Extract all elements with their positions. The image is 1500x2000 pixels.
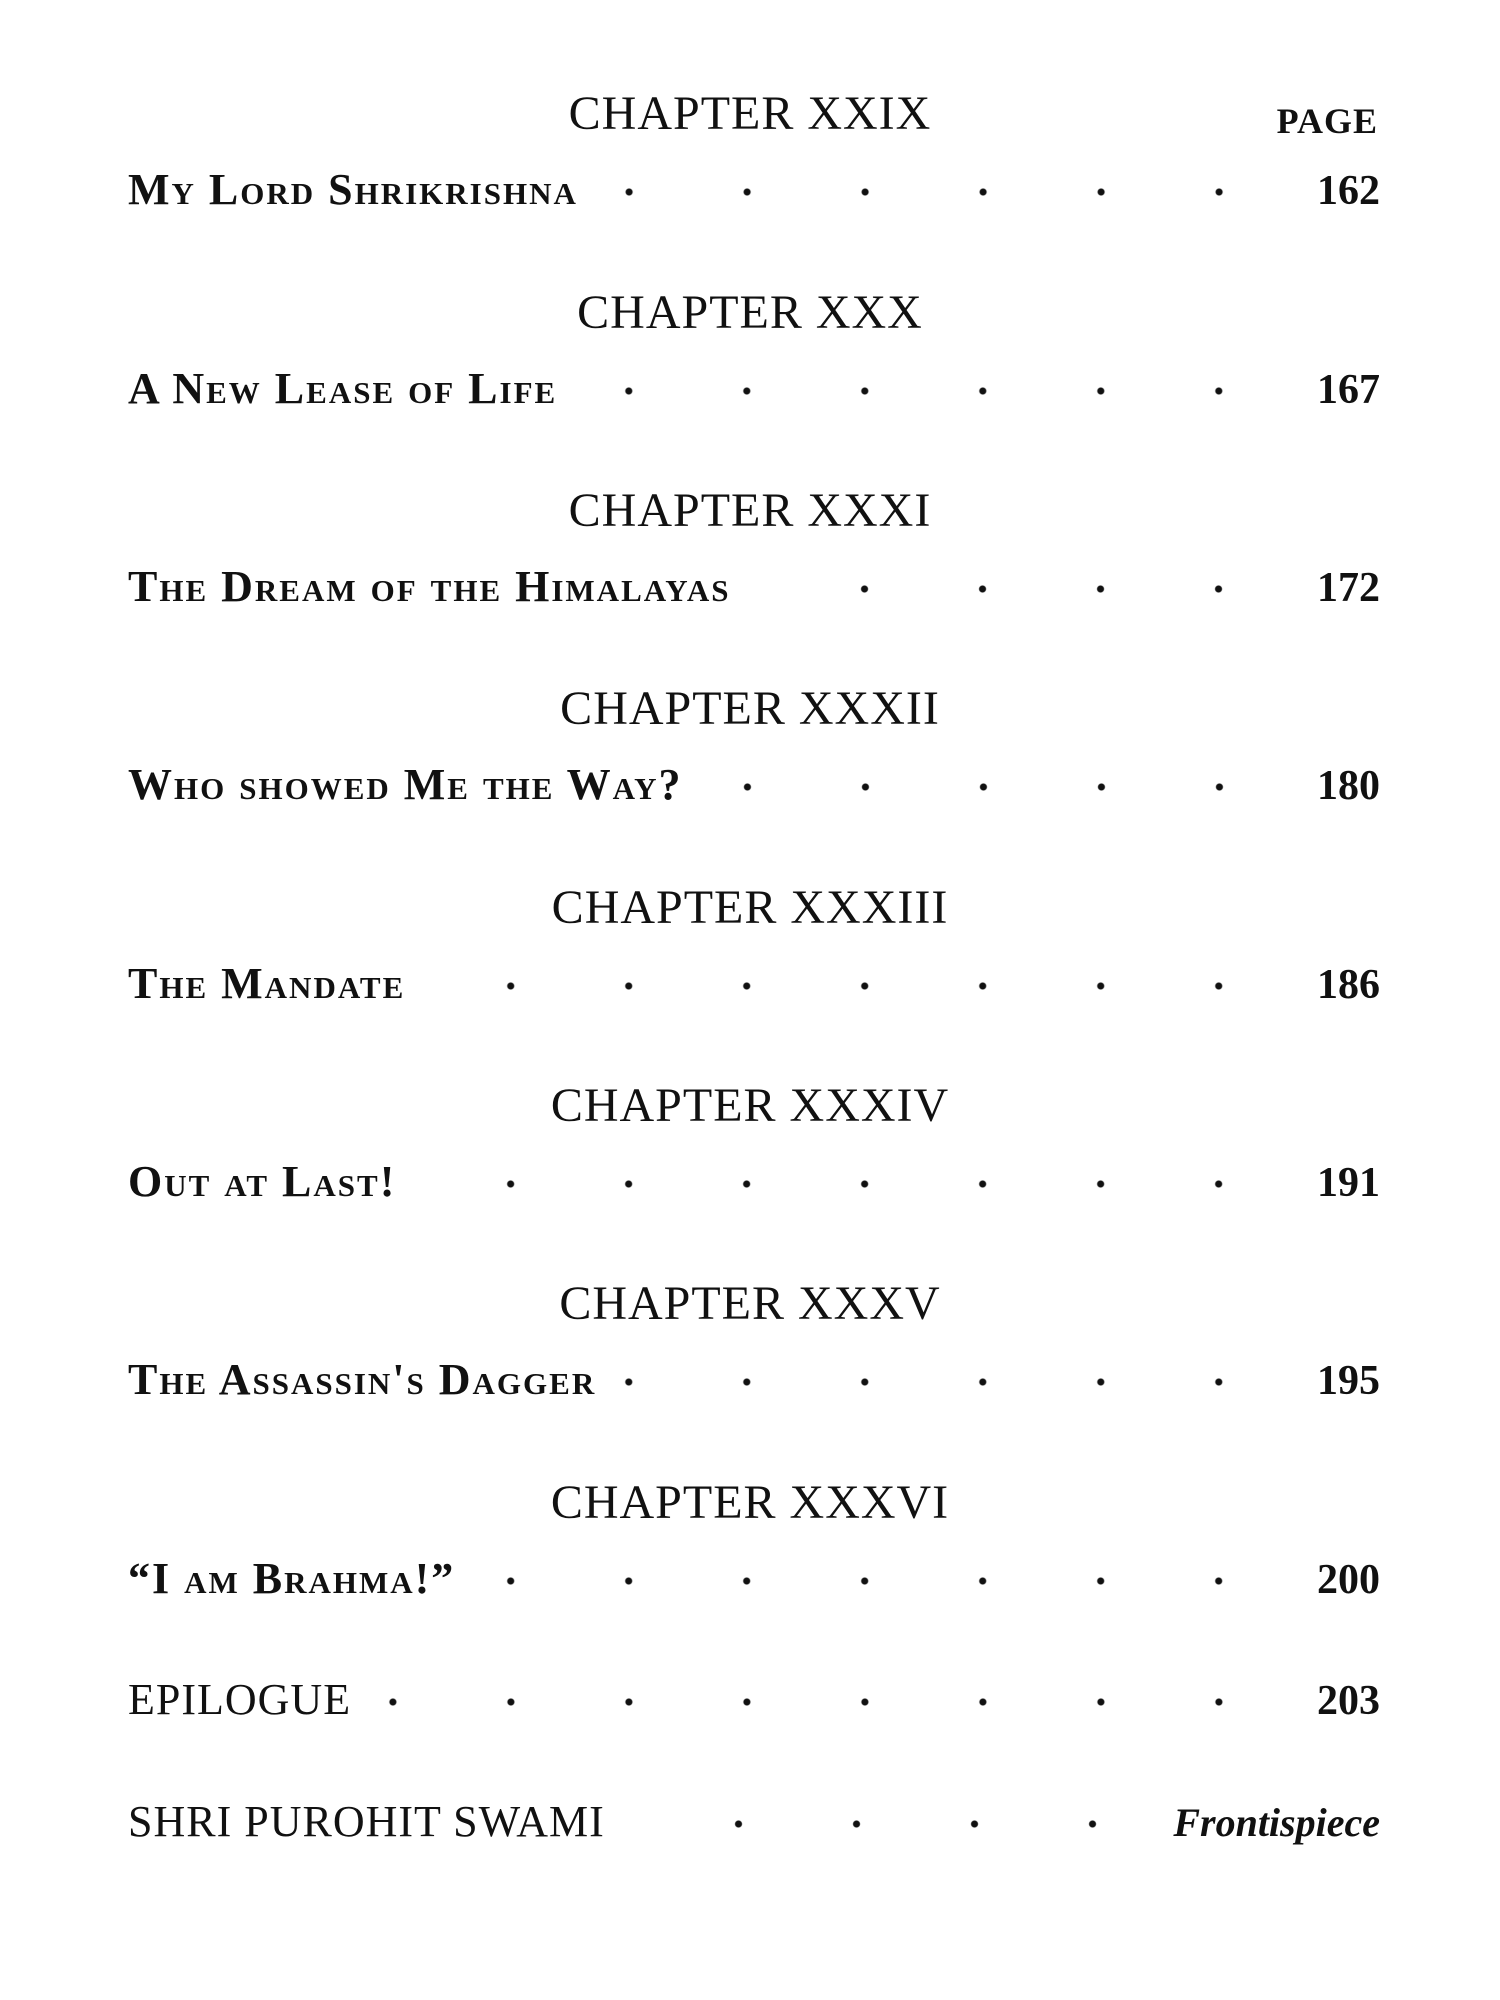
entry-title: A New Lease of Life <box>128 364 558 413</box>
dot-leader <box>705 781 1278 793</box>
chapter-heading: CHAPTER XXXII <box>560 682 940 735</box>
chapter-heading: CHAPTER XXXIII <box>551 881 949 934</box>
toc-entry-epilogue[interactable] <box>128 1674 1380 1730</box>
toc-entry-illustration[interactable] <box>128 1796 1380 1852</box>
entry-page-number: 191 <box>1317 1160 1380 1206</box>
entry-title: The Dream of the Himalayas <box>128 562 731 611</box>
chapter-heading: CHAPTER XXXV <box>559 1277 941 1330</box>
toc-entry[interactable] <box>128 759 1380 815</box>
entry-title: EPILOGUE <box>128 1675 352 1724</box>
dot-leader <box>618 1376 1278 1388</box>
entry-page-number: 195 <box>1317 1358 1380 1404</box>
dot-leader <box>427 980 1278 992</box>
entry-page-number: 180 <box>1317 763 1380 809</box>
entry-title: The Mandate <box>128 959 406 1008</box>
entry-title: Who showed Me the Way? <box>128 760 683 809</box>
dot-leader <box>627 1818 1152 1830</box>
toc-entry[interactable] <box>128 164 1380 220</box>
entry-page-number: 172 <box>1317 565 1380 611</box>
toc-entry[interactable] <box>128 1354 1380 1410</box>
toc-entry[interactable] <box>128 363 1380 419</box>
entry-title: SHRI PUROHIT SWAMI <box>128 1797 605 1846</box>
chapter-heading: CHAPTER XXXIV <box>550 1079 950 1132</box>
entry-page-number: 186 <box>1317 962 1380 1008</box>
entry-title: “I am Brahma!” <box>128 1554 456 1603</box>
chapter-heading: CHAPTER XXX <box>577 286 923 339</box>
dot-leader <box>600 186 1278 198</box>
toc-entry[interactable] <box>128 561 1380 617</box>
entry-page-number: 200 <box>1317 1557 1380 1603</box>
entry-page-number: 203 <box>1317 1678 1380 1724</box>
dot-leader <box>579 385 1278 397</box>
entry-title: Out at Last! <box>128 1157 397 1206</box>
entry-page-number: 162 <box>1317 168 1380 214</box>
dot-leader <box>373 1696 1278 1708</box>
chapter-heading: CHAPTER XXXVI <box>550 1476 950 1529</box>
page-column-label: PAGE <box>1276 101 1378 141</box>
toc-entry[interactable] <box>128 1553 1380 1609</box>
dot-leader <box>418 1178 1278 1190</box>
chapter-heading: CHAPTER XXIX <box>568 87 932 140</box>
toc-entry[interactable] <box>128 958 1380 1014</box>
toc-entry[interactable] <box>128 1156 1380 1212</box>
entry-title: My Lord Shrikrishna <box>128 165 578 214</box>
entry-page-number: 167 <box>1317 367 1380 413</box>
chapter-heading: CHAPTER XXXI <box>568 484 932 537</box>
dot-leader <box>477 1575 1278 1587</box>
entry-title: The Assassin's Dagger <box>128 1355 597 1404</box>
dot-leader <box>752 583 1278 595</box>
entry-page-reference: Frontispiece <box>1173 1800 1380 1845</box>
